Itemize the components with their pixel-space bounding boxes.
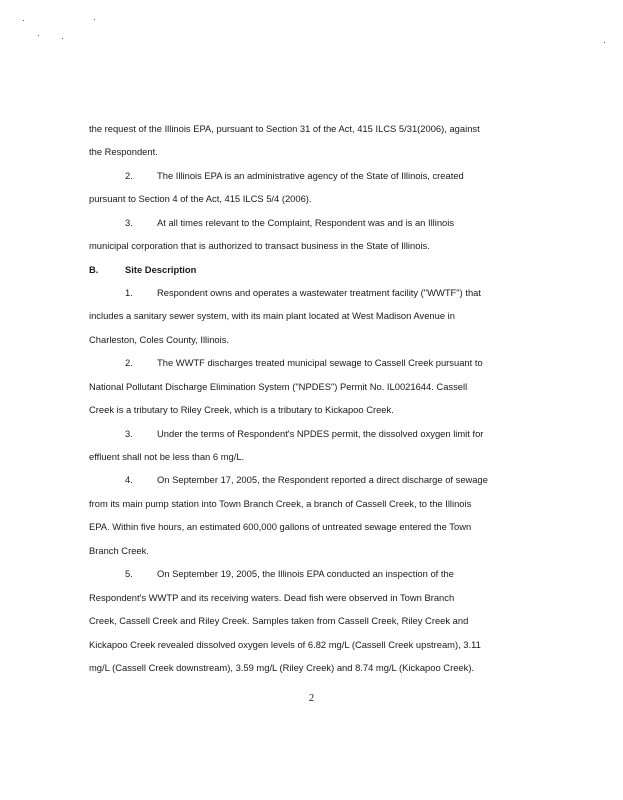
scan-speck [23,20,24,21]
paragraph-number: 2. [125,357,133,368]
body-line: from its main pump station into Town Branch Creek, a branch of Cassell Creek, to the Illinois [89,498,472,509]
body-line: Respondent owns and operates a wastewater treatment facility ("WWTF") that [157,287,481,298]
body-line: mg/L (Cassell Creek downstream), 3.59 mg/L (Riley Creek) and 8.74 mg/L (Kickapoo Creek). [89,662,475,673]
body-line: the request of the Illinois EPA, pursuant to Section 31 of the Act, 415 ILCS 5/31(2006), against [89,123,480,134]
body-line: EPA. Within five hours, an estimated 600,000 gallons of untreated sewage entered the Town [89,521,472,532]
body-line: municipal corporation that is authorized to transact business in the State of Illinois. [89,240,430,251]
scan-speck [604,42,605,43]
paragraph-number: 5. [125,568,133,579]
paragraph-number: 3. [125,217,133,228]
body-line: includes a sanitary sewer system, with its main plant located at West Madison Avenue in [89,310,455,321]
paragraph-number: 1. [125,287,133,298]
scan-speck [38,35,39,36]
body-line: pursuant to Section 4 of the Act, 415 ILCS 5/4 (2006). [89,193,312,204]
body-line: On September 17, 2005, the Respondent reported a direct discharge of sewage [157,474,488,485]
body-line: Kickapoo Creek revealed dissolved oxygen levels of 6.82 mg/L (Cassell Creek upstream), 3.11 [89,639,481,650]
paragraph-number: 4. [125,474,133,485]
body-line: At all times relevant to the Complaint, Respondent was and is an Illinois [157,217,455,228]
body-line: National Pollutant Discharge Elimination System ("NPDES") Permit No. IL0021644. Cassell [89,381,468,392]
scan-speck [62,38,63,39]
body-line: Creek, Cassell Creek and Riley Creek. Samples taken from Cassell Creek, Riley Creek and [89,615,469,626]
scan-speck [94,19,95,20]
body-line: Charleston, Coles County, Illinois. [89,334,229,345]
paragraph-number: 3. [125,428,133,439]
body-line: Respondent's WWTP and its receiving waters. Dead fish were observed in Town Branch [89,592,455,603]
body-line: On September 19, 2005, the Illinois EPA conducted an inspection of the [157,568,454,579]
body-line: effluent shall not be less than 6 mg/L. [89,451,245,462]
body-line: Creek is a tributary to Riley Creek, which is a tributary to Kickapoo Creek. [89,404,394,415]
body-line: the Respondent. [89,146,158,157]
page-number: 2 [308,693,315,704]
body-line: The Illinois EPA is an administrative agency of the State of Illinois, created [157,170,464,181]
section-letter: B. [89,264,99,275]
section-heading: Site Description [125,264,197,275]
body-line: The WWTF discharges treated municipal sewage to Cassell Creek pursuant to [157,357,483,368]
paragraph-number: 2. [125,170,133,181]
body-line: Under the terms of Respondent's NPDES permit, the dissolved oxygen limit for [157,428,484,439]
body-line: Branch Creek. [89,545,149,556]
